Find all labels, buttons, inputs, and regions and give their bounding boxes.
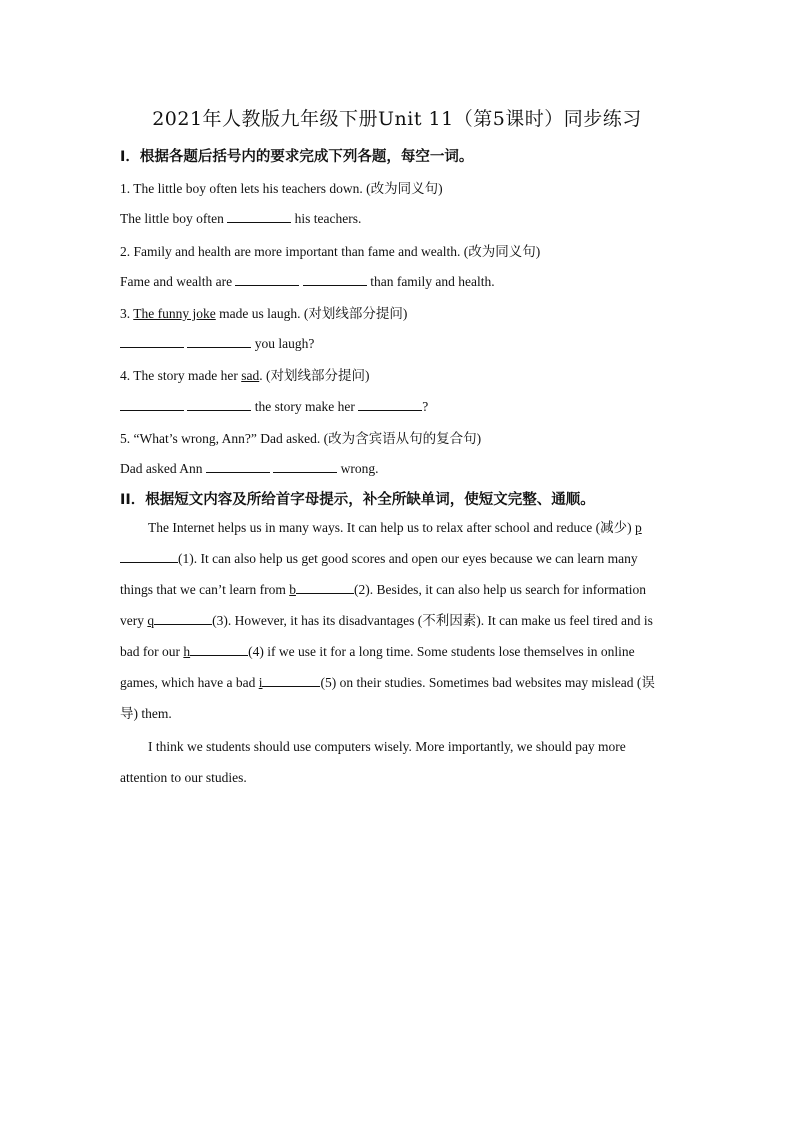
answer-1-post: his teachers. xyxy=(294,211,362,226)
answer-blank[interactable] xyxy=(187,396,251,411)
blank-1-letter: p xyxy=(634,520,642,535)
section-2-heading: II．根据短文内容及所给首字母提示，补全所缺单词，使短文完整、通顺。 xyxy=(120,492,595,508)
answer-blank-3[interactable] xyxy=(154,610,212,625)
question-4-rest: . (对划线部分提问) xyxy=(259,368,370,383)
answer-line-1 xyxy=(120,208,361,227)
question-4-underlined: sad xyxy=(241,368,260,383)
answer-line-5 xyxy=(120,458,378,477)
question-4 xyxy=(120,364,369,384)
answer-5-pre: Dad asked Ann xyxy=(120,461,203,476)
blank-4-letter: h xyxy=(183,644,191,659)
answer-2-pre: Fame and wealth are xyxy=(120,274,233,289)
answer-blank[interactable] xyxy=(273,458,337,473)
answer-blank[interactable] xyxy=(227,208,291,223)
answer-4-post: ? xyxy=(422,399,429,414)
answer-blank[interactable] xyxy=(358,396,422,411)
question-3-rest: made us laugh. (对划线部分提问) xyxy=(219,306,408,321)
blank-2-letter: b xyxy=(289,582,296,597)
question-1: 1. The little boy often lets his teachers down. (改为同义句) xyxy=(120,181,443,196)
question-3-num: 3. xyxy=(120,306,131,321)
blank-5-letter: i xyxy=(258,675,263,690)
question-2: 2. Family and health are more important than fame and wealth. (改为同义句) xyxy=(120,244,541,259)
answer-1-pre: The little boy often xyxy=(120,211,224,226)
passage-paragraph-2: I think we students should use computers wisely. More importantly, we should pay more attention to our studies. xyxy=(120,739,626,785)
answer-blank[interactable] xyxy=(120,333,184,348)
answer-2-post: than family and health. xyxy=(370,274,495,289)
passage-text: (4) if we use it for a long time. Some students lose themselves in online games, which have a bad xyxy=(120,644,635,690)
answer-blank-5[interactable] xyxy=(262,672,320,687)
question-3-underlined: The funny joke xyxy=(133,306,216,321)
answer-blank[interactable] xyxy=(235,271,299,286)
question-5: 5. “What’s wrong, Ann?” Dad asked. (改为含宾语从句的复合句) xyxy=(120,431,482,446)
passage-text: The Internet helps us in many ways. It can help us to relax after school and reduce (减少) xyxy=(148,520,632,535)
question-4-pre: 4. The story made her xyxy=(120,368,238,383)
answer-5-post: wrong. xyxy=(340,461,379,476)
answer-blank[interactable] xyxy=(187,333,251,348)
passage-text: (1). It can also help us get good scores and open our eyes because we can learn many things that we can’t learn from xyxy=(120,551,638,597)
answer-blank[interactable] xyxy=(206,458,270,473)
answer-blank-4[interactable] xyxy=(190,641,248,656)
answer-blank-1[interactable] xyxy=(120,548,178,563)
passage-text: (2). Besides, it can also help us search for information very xyxy=(120,582,646,628)
passage-text: (3). However, it has its disadvantages (不利因素). It can make us feel tired and is bad for our xyxy=(120,613,653,659)
page-title: 2021年人教版九年级下册Unit 11（第5课时）同步练习 xyxy=(152,108,642,130)
answer-line-4 xyxy=(120,396,428,415)
answer-line-3 xyxy=(120,333,314,352)
answer-blank-2[interactable] xyxy=(296,579,354,594)
answer-4-mid: the story make her xyxy=(254,399,355,414)
answer-blank[interactable] xyxy=(120,396,184,411)
answer-blank[interactable] xyxy=(303,271,367,286)
passage-text: (5) on their studies. Sometimes bad websites may mislead (误导) them. xyxy=(120,675,655,721)
answer-3-post: you laugh? xyxy=(254,336,315,351)
question-3 xyxy=(120,302,407,322)
section-1-heading: I．根据各题后括号内的要求完成下列各题，每空一词。 xyxy=(120,149,474,165)
passage-paragraph-1 xyxy=(120,512,665,729)
blank-3-letter: q xyxy=(147,613,155,628)
answer-line-2 xyxy=(120,271,495,290)
